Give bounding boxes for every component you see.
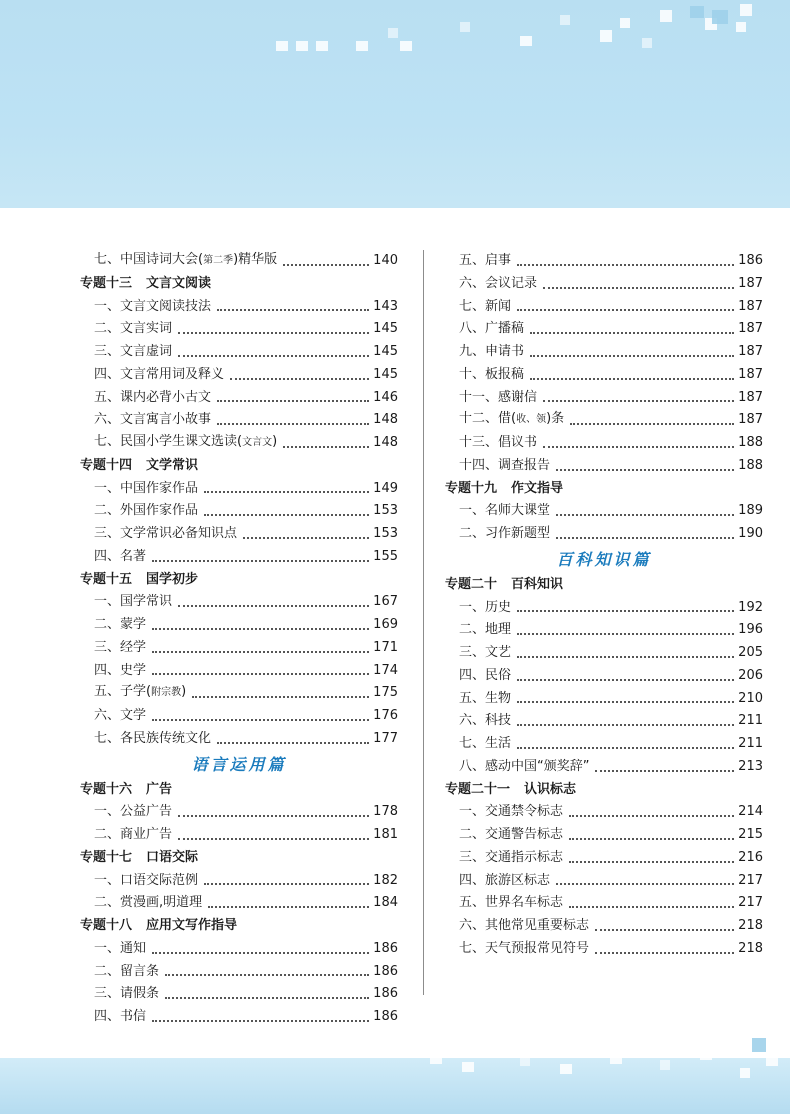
page-number: 143 (373, 298, 398, 314)
part-heading (80, 751, 398, 779)
page-number: 186 (373, 986, 398, 1002)
page-number: 187 (738, 275, 763, 291)
leader-dots (569, 861, 734, 863)
section-title: 广告 (146, 781, 173, 797)
leader-dots (569, 815, 734, 817)
page-number: 145 (373, 344, 398, 359)
leader-dots (152, 628, 369, 630)
toc-entry (80, 364, 398, 387)
page-number: 187 (738, 298, 763, 314)
section-number: 专题十五 (80, 571, 133, 587)
entry-label: 三、文学常识必备知识点 (94, 526, 238, 541)
entry-label (94, 249, 277, 273)
toc-entry (445, 915, 763, 938)
entry-label: 二、蒙学 (94, 617, 147, 632)
leader-dots (217, 423, 369, 425)
page-number: 206 (738, 667, 763, 683)
entry-label: 八、感动中国“颁奖辞” (459, 758, 590, 774)
leader-dots (570, 423, 734, 425)
entry-label: 四、文言常用词及释义 (94, 366, 225, 382)
page-number: 187 (738, 366, 763, 382)
toc-entry (80, 824, 398, 847)
leader-dots (517, 701, 734, 703)
toc-right-column (445, 250, 763, 961)
section-number: 专题十六 (80, 781, 133, 797)
toc-entry (80, 318, 398, 341)
toc-entry (80, 983, 398, 1006)
leader-dots (569, 838, 734, 840)
section-heading (445, 779, 763, 802)
leader-dots (517, 656, 734, 658)
page-number: 211 (738, 736, 763, 751)
toc-entry (445, 892, 763, 915)
entry-label: 二、交通警告标志 (459, 827, 564, 842)
entry-label: 一、交通禁令标志 (459, 804, 564, 820)
top-decorative-band (0, 0, 790, 208)
entry-label-part: ) (181, 684, 187, 700)
page-number: 205 (738, 645, 763, 660)
leader-dots (543, 446, 734, 448)
toc-entry (80, 961, 398, 984)
page-number: 186 (373, 940, 398, 956)
page-number: 190 (738, 526, 763, 541)
page-number: 178 (373, 804, 398, 820)
page-number: 146 (373, 389, 398, 405)
toc-entry (80, 892, 398, 915)
toc-entry (445, 756, 763, 779)
entry-label: 一、公益广告 (94, 804, 173, 820)
toc-entry (445, 688, 763, 711)
page-number: 186 (373, 963, 398, 979)
entry-label: 二、留言条 (94, 963, 160, 979)
page-number: 174 (373, 662, 398, 678)
entry-label-part: ) (272, 434, 278, 449)
entry-label: 一、名师大课堂 (459, 503, 551, 519)
leader-dots (595, 929, 734, 931)
leader-dots (283, 264, 369, 266)
entry-label (459, 408, 564, 432)
entry-label: 四、民俗 (459, 667, 512, 683)
entry-label-part: 七、中国诗词大会( (94, 252, 204, 267)
entry-label: 一、国学常识 (94, 594, 173, 610)
entry-label: 六、其他常见重要标志 (459, 918, 590, 933)
section-title: 应用文写作指导 (146, 918, 238, 933)
toc-entry (445, 619, 763, 642)
entry-label-part: 第二季 (203, 255, 234, 266)
entry-label: 二、外国作家作品 (94, 503, 199, 519)
leader-dots (530, 355, 734, 357)
leader-dots (517, 633, 734, 635)
page-number: 155 (373, 548, 398, 564)
section-heading (80, 915, 398, 938)
leader-dots (178, 605, 369, 607)
entry-label-part: 附宗教 (151, 687, 182, 699)
entry-label: 十一、感谢信 (459, 389, 538, 405)
toc-entry (445, 847, 763, 870)
leader-dots (178, 838, 369, 840)
leader-dots (178, 355, 369, 357)
page-number: 187 (738, 412, 763, 428)
leader-dots (556, 883, 734, 885)
toc-entry (445, 341, 763, 364)
entry-label: 三、请假条 (94, 986, 160, 1002)
page-number: 187 (738, 389, 763, 405)
page-number: 181 (373, 827, 398, 842)
toc-entry (80, 523, 398, 546)
entry-label-part: 收、领 (516, 414, 547, 426)
page-number: 148 (373, 412, 398, 428)
toc-entry (80, 870, 398, 893)
page-number: 140 (373, 253, 398, 268)
entry-label: 一、文言文阅读技法 (94, 298, 212, 314)
leader-dots (165, 997, 369, 999)
toc-entry (80, 1006, 398, 1029)
toc-entry (80, 500, 398, 523)
toc-entry (445, 523, 763, 546)
page-number: 188 (738, 457, 763, 473)
entry-label: 十、板报稿 (459, 366, 525, 382)
toc-entry (80, 409, 398, 432)
entry-label: 二、地理 (459, 622, 512, 638)
toc-entry (80, 296, 398, 319)
entry-label: 七、各民族传统文化 (94, 730, 212, 746)
toc-entry (445, 642, 763, 665)
entry-label: 六、文学 (94, 708, 147, 723)
leader-dots (517, 724, 734, 726)
toc-entry (445, 250, 763, 273)
toc-entry (445, 710, 763, 733)
toc-entry (80, 546, 398, 569)
page-number: 149 (373, 480, 398, 496)
entry-label: 八、广播稿 (459, 321, 525, 337)
entry-label: 二、商业广告 (94, 827, 173, 842)
toc-entry (445, 296, 763, 319)
section-heading (80, 273, 398, 296)
section-heading (80, 847, 398, 870)
leader-dots (152, 560, 369, 562)
page-number: 214 (738, 804, 763, 820)
bottom-decorative-band (0, 1058, 790, 1114)
entry-label-part: )条 (546, 411, 565, 427)
section-number: 专题十四 (80, 457, 133, 473)
leader-dots (204, 491, 369, 493)
entry-label: 七、生活 (459, 736, 512, 751)
page-number: 192 (738, 599, 763, 615)
entry-label: 六、会议记录 (459, 275, 538, 291)
entry-label: 二、习作新题型 (459, 526, 551, 541)
page-number: 184 (373, 895, 398, 911)
part-title: 语言运用篇 (191, 754, 287, 774)
section-title: 文言文阅读 (146, 275, 212, 291)
entry-label: 十四、调查报告 (459, 457, 551, 473)
page-number: 189 (738, 503, 763, 519)
entry-label (94, 431, 277, 455)
leader-dots (517, 747, 734, 749)
toc-entry (445, 364, 763, 387)
entry-label: 十三、倡议书 (459, 435, 538, 450)
leader-dots (178, 815, 369, 817)
page-number: 187 (738, 344, 763, 359)
leader-dots (556, 537, 734, 539)
leader-dots (152, 719, 369, 721)
leader-dots (543, 400, 734, 402)
toc-entry (445, 801, 763, 824)
leader-dots (152, 651, 369, 653)
toc-entry (445, 665, 763, 688)
leader-dots (543, 287, 734, 289)
section-heading (80, 779, 398, 802)
leader-dots (208, 906, 369, 908)
leader-dots (595, 952, 734, 954)
section-heading (80, 569, 398, 592)
toc-entry (445, 733, 763, 756)
entry-label-part: 文言文 (242, 437, 273, 448)
leader-dots (204, 514, 369, 516)
page-number: 217 (738, 872, 763, 888)
leader-dots (204, 883, 369, 885)
toc-entry (445, 824, 763, 847)
page-number: 171 (373, 639, 398, 655)
section-title: 文学常识 (146, 457, 199, 473)
page-number: 196 (738, 622, 763, 638)
part-title: 百科知识篇 (556, 549, 652, 569)
entry-label: 三、经学 (94, 639, 147, 655)
page-number: 215 (738, 827, 763, 842)
page-number: 167 (373, 594, 398, 610)
toc-entry (80, 432, 398, 455)
entry-label: 四、书信 (94, 1009, 147, 1024)
leader-dots (178, 332, 369, 334)
section-title: 百科知识 (511, 576, 564, 592)
page-number: 218 (738, 918, 763, 933)
entry-label-part: )精华版 (233, 252, 278, 267)
toc-entry (80, 705, 398, 728)
page-number: 186 (738, 253, 763, 268)
leader-dots (530, 332, 734, 334)
leader-dots (517, 610, 734, 612)
entry-label: 一、历史 (459, 599, 512, 615)
leader-dots (283, 446, 369, 448)
page-number: 217 (738, 895, 763, 911)
section-number: 专题十三 (80, 275, 133, 291)
entry-label: 三、交通指示标志 (459, 849, 564, 865)
leader-dots (152, 952, 369, 954)
toc-entry (445, 318, 763, 341)
page-number: 216 (738, 849, 763, 865)
toc-left-column (80, 250, 398, 1029)
entry-label: 七、新闻 (459, 298, 512, 314)
page-number: 153 (373, 526, 398, 541)
entry-label: 六、科技 (459, 713, 512, 729)
page-number: 153 (373, 503, 398, 519)
leader-dots (569, 906, 734, 908)
page-number: 175 (373, 685, 398, 701)
entry-label: 四、旅游区标志 (459, 872, 551, 888)
leader-dots (556, 469, 734, 471)
toc-entry (445, 938, 763, 961)
section-number: 专题二十 (445, 576, 498, 592)
section-title: 认识标志 (524, 781, 577, 797)
leader-dots (517, 309, 734, 311)
toc-entry (445, 597, 763, 620)
entry-label: 五、生物 (459, 690, 512, 706)
leader-dots (530, 378, 734, 380)
section-number: 专题十八 (80, 918, 133, 933)
section-title: 作文指导 (511, 480, 564, 496)
toc-entry (80, 938, 398, 961)
entry-label: 三、文言虚词 (94, 344, 173, 359)
section-number: 专题十七 (80, 849, 133, 865)
toc-entry (445, 870, 763, 893)
page-number: 210 (738, 690, 763, 706)
entry-label: 二、赏漫画,明道理 (94, 895, 203, 911)
entry-label-part: 五、子学( (94, 684, 152, 700)
section-heading (445, 478, 763, 501)
entry-label-part: 十二、借( (459, 411, 517, 427)
page-number: 211 (738, 713, 763, 729)
entry-label: 二、文言实词 (94, 321, 173, 337)
entry-label: 五、启事 (459, 253, 512, 268)
toc-entry (80, 682, 398, 705)
toc-entry (445, 455, 763, 478)
section-heading (80, 455, 398, 478)
page-number: 182 (373, 872, 398, 888)
entry-label: 一、中国作家作品 (94, 480, 199, 496)
page-number: 145 (373, 366, 398, 382)
page-number: 218 (738, 940, 763, 956)
entry-label: 九、申请书 (459, 344, 525, 359)
leader-dots (217, 742, 369, 744)
page-number: 187 (738, 321, 763, 337)
leader-dots (517, 679, 734, 681)
page-number: 148 (373, 435, 398, 450)
page-number: 145 (373, 321, 398, 337)
leader-dots (217, 309, 369, 311)
leader-dots (243, 537, 369, 539)
toc-entry (445, 432, 763, 455)
toc-entry (80, 387, 398, 410)
toc-entry (445, 409, 763, 432)
page-number: 186 (373, 1009, 398, 1024)
page-number: 213 (738, 758, 763, 774)
leader-dots (230, 378, 369, 380)
entry-label: 四、名著 (94, 548, 147, 564)
toc-entry (80, 341, 398, 364)
leader-dots (217, 400, 369, 402)
toc-entry (80, 660, 398, 683)
toc-entry (445, 273, 763, 296)
section-heading (445, 574, 763, 597)
page-number: 177 (373, 730, 398, 746)
toc-entry (80, 478, 398, 501)
leader-dots (517, 264, 734, 266)
leader-dots (556, 514, 734, 516)
section-title: 国学初步 (146, 571, 199, 587)
entry-label: 六、文言寓言小故事 (94, 412, 212, 428)
leader-dots (152, 1020, 369, 1022)
column-divider (423, 250, 424, 995)
toc-entry (445, 387, 763, 410)
toc-entry (80, 250, 398, 273)
entry-label: 一、通知 (94, 940, 147, 956)
entry-label: 三、文艺 (459, 645, 512, 660)
page-number: 176 (373, 708, 398, 723)
part-heading (445, 546, 763, 574)
leader-dots (192, 696, 369, 698)
entry-label: 五、课内必背小古文 (94, 389, 212, 405)
page-number: 188 (738, 435, 763, 450)
entry-label (94, 681, 186, 705)
leader-dots (595, 770, 734, 772)
entry-label-part: 七、民国小学生课文选读( (94, 434, 243, 449)
entry-label: 四、史学 (94, 662, 147, 678)
entry-label: 五、世界名车标志 (459, 895, 564, 911)
toc-entry (80, 728, 398, 751)
toc-entry (445, 500, 763, 523)
toc-entry (80, 801, 398, 824)
section-number: 专题十九 (445, 480, 498, 496)
toc-entry (80, 591, 398, 614)
page-number: 169 (373, 617, 398, 632)
toc-entry (80, 637, 398, 660)
entry-label: 七、天气预报常见符号 (459, 940, 590, 956)
entry-label: 一、口语交际范例 (94, 872, 199, 888)
leader-dots (165, 974, 369, 976)
section-number: 专题二十一 (445, 781, 511, 797)
section-title: 口语交际 (146, 849, 199, 865)
toc-entry (80, 614, 398, 637)
leader-dots (152, 673, 369, 675)
